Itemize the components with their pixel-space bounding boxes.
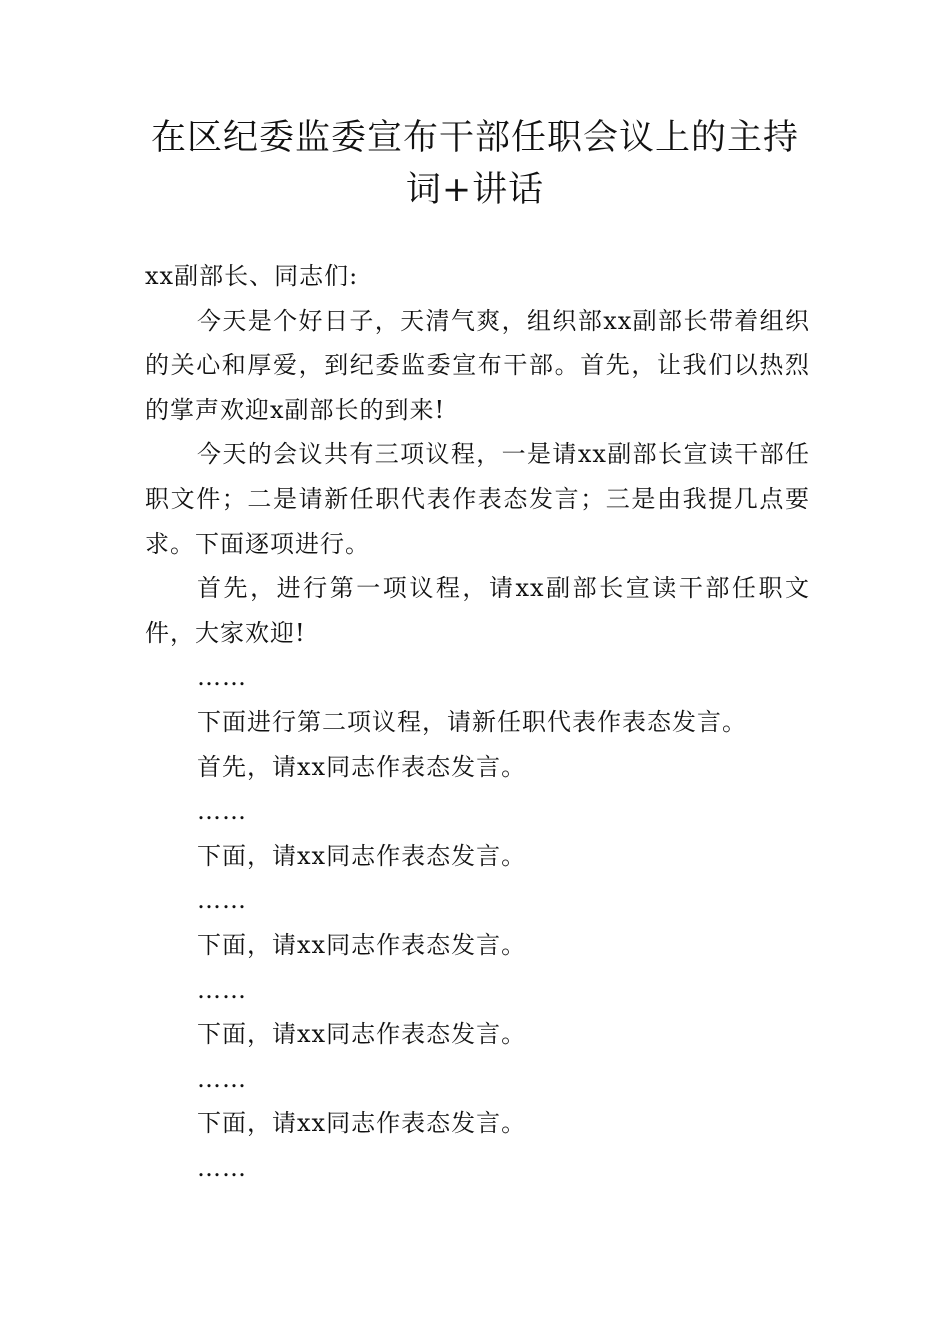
paragraph-item-one: 首先，进行第一项议程，请xx副部长宣读干部任职文件，大家欢迎! (145, 574, 810, 647)
ellipsis-line: …… (197, 1153, 247, 1182)
ellipsis-line: …… (197, 886, 247, 915)
ellipsis-line: …… (197, 797, 247, 826)
speaker-line: 首先，请xx同志作表态发言。 (197, 752, 527, 781)
paragraph-item-two: 下面进行第二项议程，请新任职代表作表态发言。 (197, 707, 747, 736)
speaker-line: 下面，请xx同志作表态发言。 (197, 1020, 527, 1049)
document-title (140, 112, 810, 216)
title-line-2: 词+讲话 (405, 170, 545, 210)
ellipsis-line: …… (197, 663, 247, 692)
paragraph-opening: 今天是个好日子，天清气爽，组织部xx副部长带着组织的关心和厚爱，到纪委监委宣布干部。首先，让我们以热烈的掌声欢迎x副部长的到来! (145, 306, 810, 424)
title-line-1: 在区纪委监委宣布干部任职会议上的主持 (150, 118, 799, 158)
salutation: xx副部长、同志们: (145, 262, 359, 290)
speaker-line: 下面，请xx同志作表态发言。 (197, 930, 527, 959)
document-body (145, 254, 810, 1190)
speaker-line: 下面，请xx同志作表态发言。 (197, 1109, 527, 1138)
paragraph-agenda: 今天的会议共有三项议程，一是请xx副部长宣读干部任职文件；二是请新任职代表作表态发言；三是由我提几点要求。下面逐项进行。 (145, 440, 810, 558)
ellipsis-line: …… (197, 1064, 247, 1093)
speaker-line: 下面，请xx同志作表态发言。 (197, 841, 527, 870)
ellipsis-line: …… (197, 975, 247, 1004)
